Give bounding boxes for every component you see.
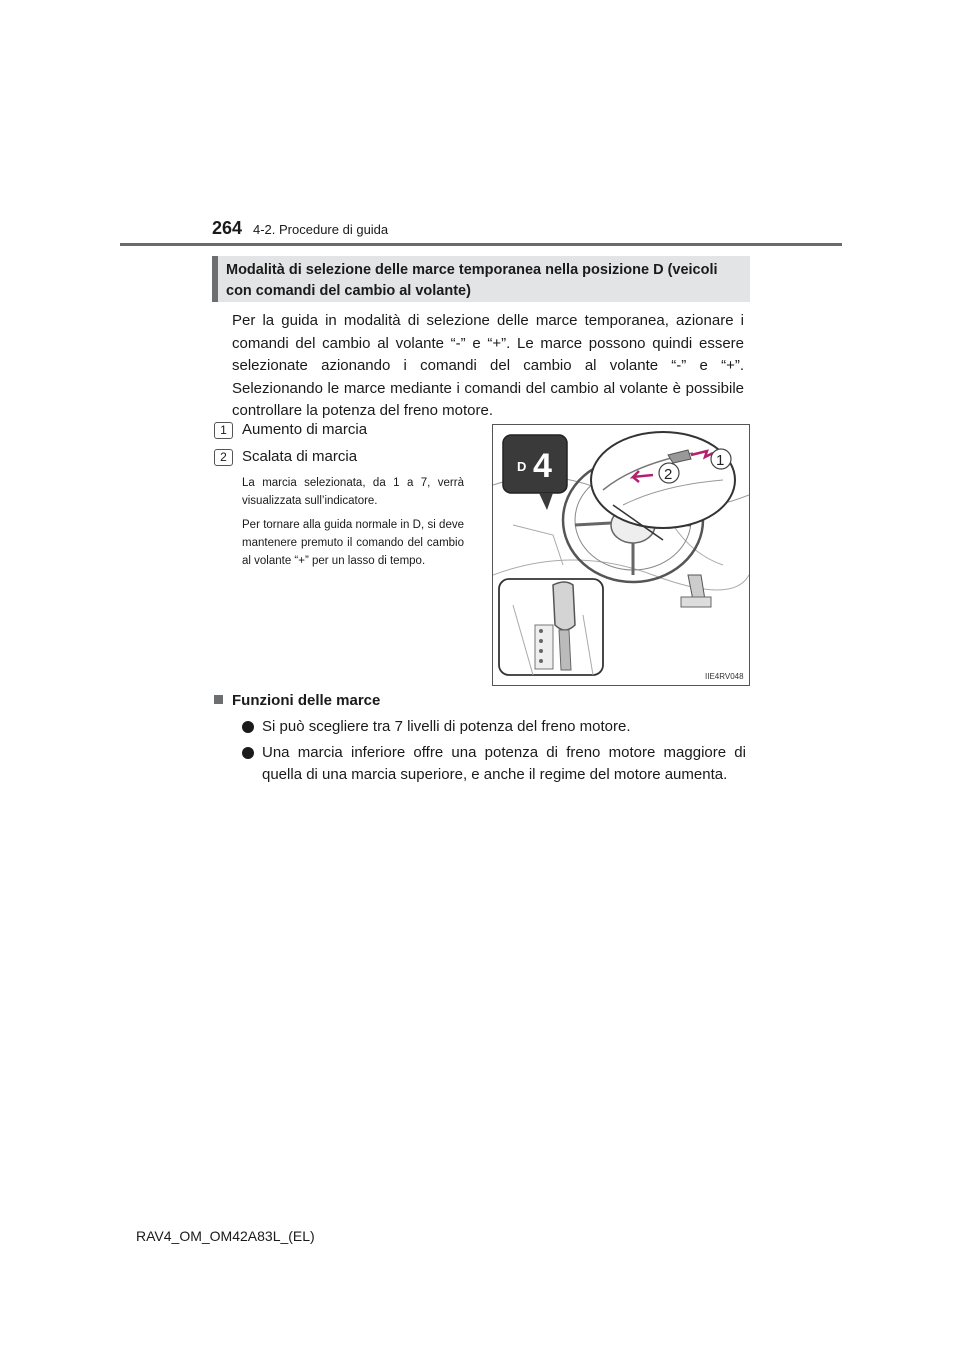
bullet-text: Si può scegliere tra 7 livelli di potenza del freno motore. (262, 718, 631, 735)
footer-document-code: RAV4_OM_OM42A83L_(EL) (136, 1228, 315, 1244)
bullet-text: Una marcia inferiore offre una potenza di freno motore maggiore di quella di una marcia superiore, e anche il regime del motore aumenta. (262, 744, 746, 783)
callout-title: Modalità di selezione delle marce temporanea nella posizione D (veicoli con comandi del cambio al volante) (226, 262, 718, 299)
callout-number-2: 2 (664, 466, 673, 483)
shift-knob (553, 582, 575, 630)
section-callout (212, 256, 750, 302)
illustration-drawing (493, 425, 749, 685)
step-number-badge: 2 (214, 449, 233, 466)
note-gear-display: La marcia selezionata, da 1 a 7, verrà visualizzata sull’indicatore. (242, 477, 464, 507)
intro-paragraph: Per la guida in modalità di selezione delle marce temporanea, azionare i comandi del cambio al volante “-” e “+”. Le marce possono quindi essere selezionate azionando i comandi del cambio al volante “-” e “+”. Selezionando le marce mediante i comandi del cambio al volante è possibile controllare la potenza del freno motore. (232, 312, 744, 419)
gear-display-letter: D (517, 459, 527, 474)
function-bullet (242, 742, 746, 786)
step-label: Aumento di marcia (242, 421, 368, 438)
section-label: 4-2. Procedure di guida (253, 222, 389, 237)
bullet-dot-icon (242, 747, 254, 759)
square-bullet-icon (214, 695, 223, 704)
callout-accent-bar (212, 256, 218, 302)
figure-code: IIE4RV048 (705, 672, 744, 681)
note-return-normal: Per tornare alla guida normale in D, si deve mantenere premuto il comando del cambio al volante “+” per un lasso di tempo. (242, 519, 464, 567)
step-number-badge: 1 (214, 422, 233, 439)
page-number: 264 (212, 218, 243, 238)
bullet-dot-icon (242, 721, 254, 733)
steering-paddle-illustration (492, 424, 750, 686)
function-bullet (242, 716, 746, 738)
header-divider (120, 243, 842, 246)
callout-number-1: 1 (716, 452, 725, 469)
step-label: Scalata di marcia (242, 448, 358, 465)
gear-display-digit: 4 (533, 447, 552, 485)
functions-heading (214, 692, 380, 709)
functions-heading-text: Funzioni delle marce (232, 692, 381, 709)
